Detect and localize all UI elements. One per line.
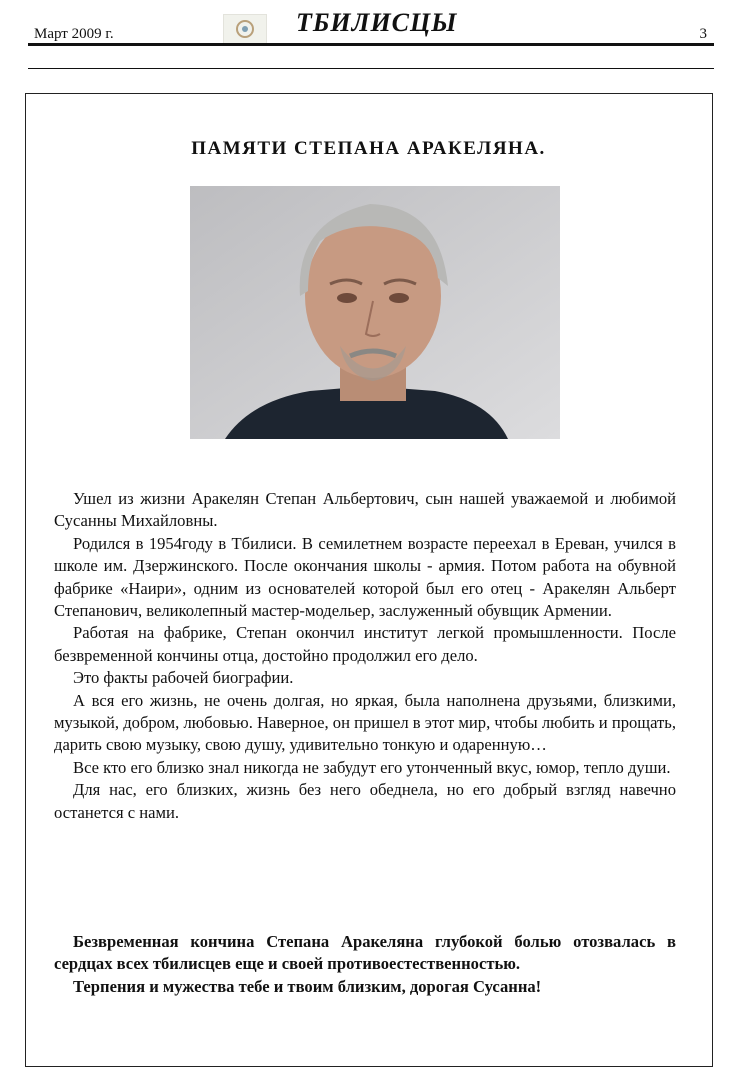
article-title: ПАМЯТИ СТЕПАНА АРАКЕЛЯНА.: [191, 138, 546, 159]
closing-paragraph: Безвременная кончина Степана Аракеляна глубокой болью отозвалась в сердцах всех тбилисцев еще и своей противоестественностью.: [54, 932, 676, 974]
closing-paragraph: Терпения и мужества тебе и твоим близким, дорогая Сусанна!: [73, 976, 542, 996]
paragraph: Ушел из жизни Аракелян Степан Альбертович, сын нашей уважаемой и любимой Сусанны Михайловны.: [54, 489, 676, 531]
paragraph: Это факты рабочей биографии.: [73, 668, 294, 688]
paragraph: Для нас, его близких, жизнь без него обеднела, но его добрый взгляд навечно останется с нами.: [54, 780, 676, 822]
article-body: [54, 488, 676, 824]
publisher-logo-icon: [223, 14, 267, 44]
header-date: Март 2009 г.: [34, 26, 114, 42]
paragraph: Работая на фабрике, Степан окончил институт легкой промышленности. После безвременной кончины отца, достойно продолжил его дело.: [54, 623, 676, 665]
newspaper-title: ТБИЛИСЦЫ: [296, 8, 458, 37]
paragraph: Родился в 1954году в Тбилиси. В семилетнем возрасте переехал в Ереван, учился в школе им. Дзержинского. После окончания школы - армия. Потом работа на обувной фабрике «Наири», одним из основателей которой был его отец - Аракелян Альберт Степанович, великолепный мастер-модельер, заслуженный обувщик Армении.: [54, 533, 676, 621]
paragraph: Все кто его близко знал никогда не забудут его утонченный вкус, юмор, тепло души.: [73, 757, 671, 777]
header-rule-thick: [28, 43, 714, 46]
portrait-photo: [190, 186, 560, 439]
page-number: 3: [699, 26, 707, 42]
closing-statement: [54, 931, 676, 998]
header-rule-thin: [28, 68, 714, 69]
paragraph: А вся его жизнь, не очень долгая, но яркая, была наполнена друзьями, близкими, музыкой, добром, любовью. Наверное, он пришел в этот мир, чтобы любить и прощать, дарить свою музыку, свою душу, удивительно тонкую и одаренную…: [54, 690, 676, 755]
